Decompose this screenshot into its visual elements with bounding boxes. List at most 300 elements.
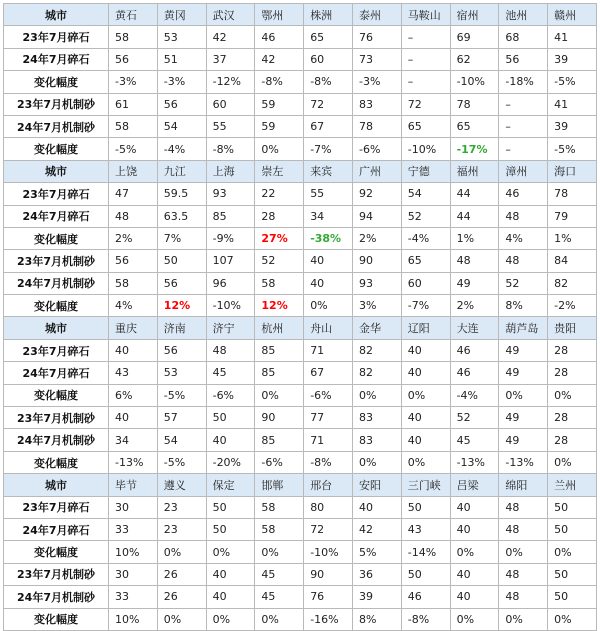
city-name-cell: 武汉 — [206, 4, 255, 26]
city-name-cell: 泰州 — [352, 4, 401, 26]
value-cell: 37 — [206, 48, 255, 70]
city-name-cell: 大连 — [450, 317, 499, 339]
value-cell: 0% — [548, 541, 597, 563]
value-cell: 43 — [401, 518, 450, 540]
value-cell: -6% — [304, 384, 353, 406]
city-name-cell: 来宾 — [304, 160, 353, 182]
value-cell: -5% — [109, 138, 158, 160]
value-cell: 1% — [450, 227, 499, 249]
city-name-cell: 济宁 — [206, 317, 255, 339]
value-cell: 85 — [206, 205, 255, 227]
value-cell: -2% — [548, 295, 597, 317]
value-cell: 40 — [304, 272, 353, 294]
data-row — [4, 295, 597, 317]
data-row — [4, 518, 597, 540]
value-cell: 60 — [401, 272, 450, 294]
value-cell: 40 — [304, 250, 353, 272]
value-cell: 26 — [157, 563, 206, 585]
value-cell: 48 — [450, 250, 499, 272]
value-cell: 40 — [206, 429, 255, 451]
city-header-label: 城市 — [4, 160, 109, 182]
value-cell: 0% — [450, 541, 499, 563]
row-label: 变化幅度 — [4, 384, 109, 406]
city-name-cell: 上海 — [206, 160, 255, 182]
city-name-cell: 黄石 — [109, 4, 158, 26]
value-cell: 82 — [352, 339, 401, 361]
value-cell: 0% — [499, 541, 548, 563]
row-label: 变化幅度 — [4, 451, 109, 473]
value-cell: 54 — [401, 183, 450, 205]
data-row — [4, 608, 597, 630]
value-cell: 45 — [206, 362, 255, 384]
value-cell: 34 — [304, 205, 353, 227]
value-cell: 48 — [499, 250, 548, 272]
data-row — [4, 429, 597, 451]
city-name-cell: 黄冈 — [157, 4, 206, 26]
city-header-label: 城市 — [4, 474, 109, 496]
value-cell: 52 — [255, 250, 304, 272]
value-cell: 94 — [352, 205, 401, 227]
value-cell: 22 — [255, 183, 304, 205]
row-label: 变化幅度 — [4, 227, 109, 249]
value-cell: 83 — [352, 429, 401, 451]
value-cell: 0% — [352, 451, 401, 473]
value-cell: 0% — [401, 384, 450, 406]
value-cell: 28 — [548, 362, 597, 384]
value-cell: – — [401, 48, 450, 70]
value-cell: 2% — [450, 295, 499, 317]
data-row — [4, 26, 597, 48]
city-name-cell: 贵阳 — [548, 317, 597, 339]
data-row — [4, 250, 597, 272]
value-cell: -3% — [109, 71, 158, 93]
value-cell: 71 — [304, 429, 353, 451]
value-cell: 0% — [548, 384, 597, 406]
city-name-cell: 保定 — [206, 474, 255, 496]
value-cell: 50 — [548, 518, 597, 540]
city-header-row — [4, 317, 597, 339]
data-row — [4, 205, 597, 227]
value-cell: 77 — [304, 407, 353, 429]
value-cell: 0% — [255, 541, 304, 563]
value-cell: 33 — [109, 586, 158, 608]
value-cell: 60 — [206, 93, 255, 115]
city-name-cell: 杭州 — [255, 317, 304, 339]
value-cell: 90 — [255, 407, 304, 429]
value-cell: 52 — [499, 272, 548, 294]
value-cell: 69 — [450, 26, 499, 48]
value-cell: 23 — [157, 496, 206, 518]
value-cell: 0% — [548, 608, 597, 630]
row-label: 变化幅度 — [4, 295, 109, 317]
city-name-cell: 九江 — [157, 160, 206, 182]
value-cell: -8% — [304, 451, 353, 473]
value-cell: 59 — [255, 115, 304, 137]
value-cell: 54 — [157, 429, 206, 451]
value-cell: 71 — [304, 339, 353, 361]
value-cell: 56 — [157, 93, 206, 115]
data-row — [4, 48, 597, 70]
data-row — [4, 586, 597, 608]
value-cell: 0% — [450, 608, 499, 630]
value-cell: 0% — [206, 541, 255, 563]
value-cell: 5% — [352, 541, 401, 563]
value-cell: 58 — [109, 115, 158, 137]
value-cell: – — [499, 138, 548, 160]
value-cell: -10% — [304, 541, 353, 563]
value-cell: 0% — [352, 384, 401, 406]
value-cell: 40 — [206, 563, 255, 585]
value-cell: 56 — [157, 339, 206, 361]
value-cell: 0% — [157, 541, 206, 563]
value-cell: 12% — [255, 295, 304, 317]
value-cell: -4% — [450, 384, 499, 406]
value-cell: 40 — [206, 586, 255, 608]
row-label: 24年7月碎石 — [4, 518, 109, 540]
value-cell: 1% — [548, 227, 597, 249]
value-cell: 65 — [401, 250, 450, 272]
row-label: 24年7月机制砂 — [4, 272, 109, 294]
city-header-label: 城市 — [4, 317, 109, 339]
value-cell: 107 — [206, 250, 255, 272]
value-cell: 42 — [206, 26, 255, 48]
value-cell: 40 — [109, 339, 158, 361]
data-row — [4, 407, 597, 429]
value-cell: 50 — [401, 496, 450, 518]
row-label: 23年7月机制砂 — [4, 407, 109, 429]
value-cell: 27% — [255, 227, 304, 249]
value-cell: 96 — [206, 272, 255, 294]
value-cell: 50 — [548, 563, 597, 585]
value-cell: 34 — [109, 429, 158, 451]
value-cell: 72 — [401, 93, 450, 115]
value-cell: 92 — [352, 183, 401, 205]
data-row — [4, 138, 597, 160]
value-cell: 58 — [109, 272, 158, 294]
city-header-row — [4, 474, 597, 496]
value-cell: 80 — [304, 496, 353, 518]
value-cell: 40 — [401, 407, 450, 429]
value-cell: 59.5 — [157, 183, 206, 205]
value-cell: 63.5 — [157, 205, 206, 227]
value-cell: 0% — [548, 451, 597, 473]
value-cell: 48 — [109, 205, 158, 227]
value-cell: 48 — [206, 339, 255, 361]
city-name-cell: 广州 — [352, 160, 401, 182]
value-cell: 50 — [206, 407, 255, 429]
city-name-cell: 池州 — [499, 4, 548, 26]
value-cell: 55 — [206, 115, 255, 137]
value-cell: 62 — [450, 48, 499, 70]
value-cell: 50 — [157, 250, 206, 272]
city-name-cell: 邢台 — [304, 474, 353, 496]
data-row — [4, 339, 597, 361]
value-cell: 10% — [109, 541, 158, 563]
value-cell: 50 — [206, 518, 255, 540]
value-cell: 76 — [352, 26, 401, 48]
value-cell: 79 — [548, 205, 597, 227]
value-cell: 40 — [450, 518, 499, 540]
city-name-cell: 绵阳 — [499, 474, 548, 496]
row-label: 24年7月机制砂 — [4, 586, 109, 608]
city-name-cell: 漳州 — [499, 160, 548, 182]
city-name-cell: 济南 — [157, 317, 206, 339]
city-header-label: 城市 — [4, 4, 109, 26]
value-cell: 45 — [450, 429, 499, 451]
row-label: 24年7月碎石 — [4, 362, 109, 384]
value-cell: -9% — [206, 227, 255, 249]
value-cell: -13% — [499, 451, 548, 473]
city-name-cell: 三门峡 — [401, 474, 450, 496]
value-cell: 40 — [450, 586, 499, 608]
value-cell: 4% — [109, 295, 158, 317]
value-cell: 58 — [255, 518, 304, 540]
value-cell: 0% — [499, 608, 548, 630]
price-comparison-table — [3, 3, 597, 631]
value-cell: -5% — [548, 71, 597, 93]
value-cell: 58 — [255, 272, 304, 294]
value-cell: 72 — [304, 518, 353, 540]
value-cell: 42 — [352, 518, 401, 540]
value-cell: 12% — [157, 295, 206, 317]
value-cell: -4% — [401, 227, 450, 249]
city-name-cell: 邯郸 — [255, 474, 304, 496]
value-cell: 65 — [450, 115, 499, 137]
city-name-cell: 葫芦岛 — [499, 317, 548, 339]
data-row — [4, 541, 597, 563]
value-cell: 10% — [109, 608, 158, 630]
value-cell: 0% — [255, 384, 304, 406]
value-cell: 78 — [548, 183, 597, 205]
city-name-cell: 鄂州 — [255, 4, 304, 26]
city-name-cell: 遵义 — [157, 474, 206, 496]
value-cell: 72 — [304, 93, 353, 115]
value-cell: -3% — [157, 71, 206, 93]
value-cell: 78 — [352, 115, 401, 137]
value-cell: 76 — [304, 586, 353, 608]
data-row — [4, 71, 597, 93]
value-cell: -13% — [109, 451, 158, 473]
value-cell: 39 — [548, 115, 597, 137]
data-row — [4, 93, 597, 115]
value-cell: 46 — [255, 26, 304, 48]
value-cell: 65 — [304, 26, 353, 48]
value-cell: 30 — [109, 496, 158, 518]
value-cell: -6% — [352, 138, 401, 160]
value-cell: -10% — [206, 295, 255, 317]
value-cell: 33 — [109, 518, 158, 540]
value-cell: -8% — [401, 608, 450, 630]
value-cell: 60 — [304, 48, 353, 70]
value-cell: 0% — [499, 384, 548, 406]
row-label: 23年7月机制砂 — [4, 250, 109, 272]
value-cell: 44 — [450, 205, 499, 227]
value-cell: 78 — [450, 93, 499, 115]
value-cell: 40 — [109, 407, 158, 429]
city-name-cell: 吕梁 — [450, 474, 499, 496]
city-name-cell: 福州 — [450, 160, 499, 182]
value-cell: 67 — [304, 115, 353, 137]
value-cell: 50 — [548, 586, 597, 608]
value-cell: 48 — [499, 205, 548, 227]
value-cell: 28 — [548, 407, 597, 429]
data-row — [4, 496, 597, 518]
value-cell: 83 — [352, 93, 401, 115]
value-cell: 53 — [157, 26, 206, 48]
value-cell: 50 — [548, 496, 597, 518]
value-cell: 67 — [304, 362, 353, 384]
city-name-cell: 毕节 — [109, 474, 158, 496]
value-cell: 84 — [548, 250, 597, 272]
city-header-row — [4, 4, 597, 26]
value-cell: -6% — [206, 384, 255, 406]
value-cell: 85 — [255, 339, 304, 361]
row-label: 24年7月机制砂 — [4, 429, 109, 451]
value-cell: 54 — [157, 115, 206, 137]
value-cell: 0% — [206, 608, 255, 630]
value-cell: 26 — [157, 586, 206, 608]
value-cell: 85 — [255, 362, 304, 384]
value-cell: 47 — [109, 183, 158, 205]
value-cell: 65 — [401, 115, 450, 137]
city-name-cell: 舟山 — [304, 317, 353, 339]
value-cell: – — [499, 93, 548, 115]
row-label: 变化幅度 — [4, 71, 109, 93]
value-cell: 51 — [157, 48, 206, 70]
data-row — [4, 384, 597, 406]
value-cell: -3% — [352, 71, 401, 93]
value-cell: 68 — [499, 26, 548, 48]
value-cell: -8% — [304, 71, 353, 93]
value-cell: 2% — [352, 227, 401, 249]
value-cell: 49 — [499, 362, 548, 384]
row-label: 24年7月机制砂 — [4, 115, 109, 137]
city-header-row — [4, 160, 597, 182]
value-cell: -7% — [401, 295, 450, 317]
data-row — [4, 451, 597, 473]
value-cell: – — [499, 115, 548, 137]
value-cell: 40 — [450, 496, 499, 518]
city-name-cell: 崇左 — [255, 160, 304, 182]
value-cell: -20% — [206, 451, 255, 473]
value-cell: 28 — [255, 205, 304, 227]
value-cell: 56 — [157, 272, 206, 294]
row-label: 23年7月机制砂 — [4, 93, 109, 115]
value-cell: 39 — [548, 48, 597, 70]
row-label: 变化幅度 — [4, 138, 109, 160]
table-body — [4, 4, 597, 631]
value-cell: 0% — [255, 608, 304, 630]
value-cell: 23 — [157, 518, 206, 540]
city-name-cell: 金华 — [352, 317, 401, 339]
value-cell: 0% — [304, 295, 353, 317]
value-cell: 56 — [109, 48, 158, 70]
city-name-cell: 海口 — [548, 160, 597, 182]
value-cell: 58 — [109, 26, 158, 48]
value-cell: 44 — [450, 183, 499, 205]
value-cell: 52 — [401, 205, 450, 227]
value-cell: 53 — [157, 362, 206, 384]
value-cell: 3% — [352, 295, 401, 317]
value-cell: 45 — [255, 586, 304, 608]
value-cell: 58 — [255, 496, 304, 518]
value-cell: 36 — [352, 563, 401, 585]
value-cell: -17% — [450, 138, 499, 160]
value-cell: 48 — [499, 518, 548, 540]
value-cell: -6% — [255, 451, 304, 473]
value-cell: 90 — [352, 250, 401, 272]
city-name-cell: 马鞍山 — [401, 4, 450, 26]
value-cell: 8% — [352, 608, 401, 630]
value-cell: 41 — [548, 93, 597, 115]
value-cell: 48 — [499, 496, 548, 518]
row-label: 24年7月碎石 — [4, 205, 109, 227]
value-cell: 43 — [109, 362, 158, 384]
data-row — [4, 272, 597, 294]
value-cell: 30 — [109, 563, 158, 585]
row-label: 23年7月碎石 — [4, 26, 109, 48]
value-cell: 49 — [499, 407, 548, 429]
value-cell: 7% — [157, 227, 206, 249]
row-label: 24年7月碎石 — [4, 48, 109, 70]
value-cell: 4% — [499, 227, 548, 249]
city-name-cell: 株洲 — [304, 4, 353, 26]
row-label: 23年7月机制砂 — [4, 563, 109, 585]
row-label: 23年7月碎石 — [4, 183, 109, 205]
value-cell: 40 — [450, 563, 499, 585]
value-cell: 93 — [352, 272, 401, 294]
value-cell: 83 — [352, 407, 401, 429]
value-cell: 40 — [352, 496, 401, 518]
row-label: 23年7月碎石 — [4, 496, 109, 518]
data-row — [4, 115, 597, 137]
value-cell: -8% — [255, 71, 304, 93]
value-cell: 0% — [401, 451, 450, 473]
value-cell: 39 — [352, 586, 401, 608]
value-cell: 49 — [499, 429, 548, 451]
city-name-cell: 上饶 — [109, 160, 158, 182]
value-cell: 49 — [499, 339, 548, 361]
value-cell: -13% — [450, 451, 499, 473]
value-cell: 61 — [109, 93, 158, 115]
data-row — [4, 183, 597, 205]
value-cell: 46 — [499, 183, 548, 205]
row-label: 变化幅度 — [4, 541, 109, 563]
value-cell: 46 — [450, 339, 499, 361]
value-cell: -10% — [450, 71, 499, 93]
city-name-cell: 安阳 — [352, 474, 401, 496]
value-cell: 0% — [255, 138, 304, 160]
value-cell: 93 — [206, 183, 255, 205]
data-row — [4, 563, 597, 585]
value-cell: -5% — [157, 384, 206, 406]
value-cell: -7% — [304, 138, 353, 160]
value-cell: -18% — [499, 71, 548, 93]
value-cell: 40 — [401, 362, 450, 384]
value-cell: – — [401, 26, 450, 48]
value-cell: 42 — [255, 48, 304, 70]
value-cell: 46 — [450, 362, 499, 384]
value-cell: -12% — [206, 71, 255, 93]
value-cell: 46 — [401, 586, 450, 608]
value-cell: 57 — [157, 407, 206, 429]
value-cell: 55 — [304, 183, 353, 205]
value-cell: 56 — [109, 250, 158, 272]
value-cell: -8% — [206, 138, 255, 160]
value-cell: 28 — [548, 339, 597, 361]
value-cell: 6% — [109, 384, 158, 406]
city-name-cell: 宁德 — [401, 160, 450, 182]
